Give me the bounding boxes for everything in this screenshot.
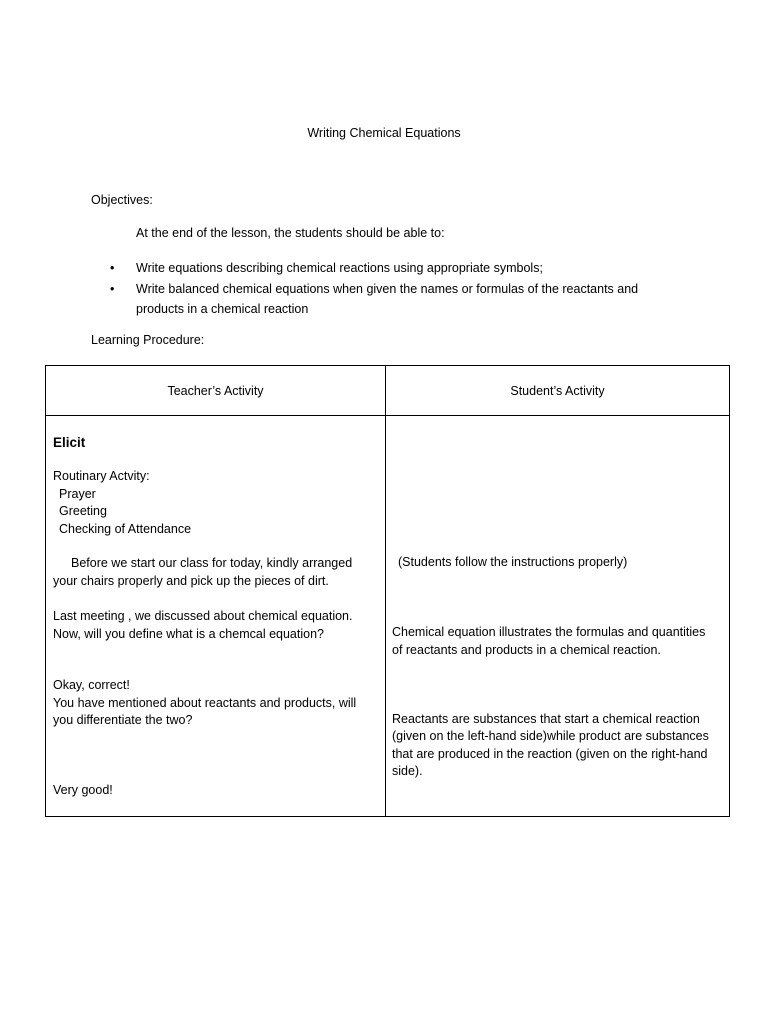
objectives-list: [108, 258, 668, 320]
teacher-feedback: Okay, correct!: [53, 678, 130, 692]
routine-item: Checking of Attendance: [59, 522, 192, 536]
objectives-intro: At the end of the lesson, the students should be able to:: [136, 226, 445, 240]
student-response: Chemical equation illustrates the formulas and quantities: [392, 625, 706, 639]
objective-text: Write equations describing chemical reactions using appropriate symbols;: [136, 261, 543, 275]
bullet-icon: •: [110, 281, 115, 296]
routine-item: Prayer: [59, 487, 96, 501]
teacher-activity-header: Teacher’s Activity: [167, 384, 264, 398]
header-divider: [46, 415, 729, 416]
list-item: [108, 279, 668, 320]
bullet-icon: •: [110, 261, 115, 275]
student-response: (given on the left-hand side)while product are substances: [392, 729, 709, 743]
teacher-feedback: Very good!: [53, 783, 113, 797]
teacher-question: Last meeting , we discussed about chemical equation.: [53, 609, 353, 623]
teacher-question: you differentiate the two?: [53, 713, 193, 727]
teacher-question: Now, will you define what is a chemcal equation?: [53, 627, 324, 641]
routine-item: Greeting: [59, 504, 107, 518]
teacher-instruction: your chairs properly and pick up the pieces of dirt.: [53, 574, 329, 588]
student-response: Reactants are substances that start a chemical reaction: [392, 712, 700, 726]
activity-table: [45, 365, 730, 817]
objectives-label: Objectives:: [91, 193, 153, 207]
column-divider: [385, 366, 386, 816]
page-title: Writing Chemical Equations: [307, 126, 461, 140]
list-item: [108, 258, 668, 279]
elicit-heading: Elicit: [53, 435, 86, 450]
objective-text: Write balanced chemical equations when given the names or formulas of the reactants and products in a chemical reaction: [136, 281, 639, 316]
student-response: (Students follow the instructions properly): [398, 555, 628, 569]
learning-procedure-label: Learning Procedure:: [91, 333, 205, 347]
teacher-question: You have mentioned about reactants and products, will: [53, 696, 357, 710]
student-response: that are produced in the reaction (given on the right-hand: [392, 747, 708, 761]
student-response: of reactants and products in a chemical reaction.: [392, 643, 661, 657]
teacher-instruction: Before we start our class for today, kindly arranged: [71, 556, 353, 570]
routine-label: Routinary Actvity:: [53, 469, 150, 483]
student-response: side).: [392, 764, 423, 778]
student-activity-header: Student’s Activity: [510, 384, 605, 398]
